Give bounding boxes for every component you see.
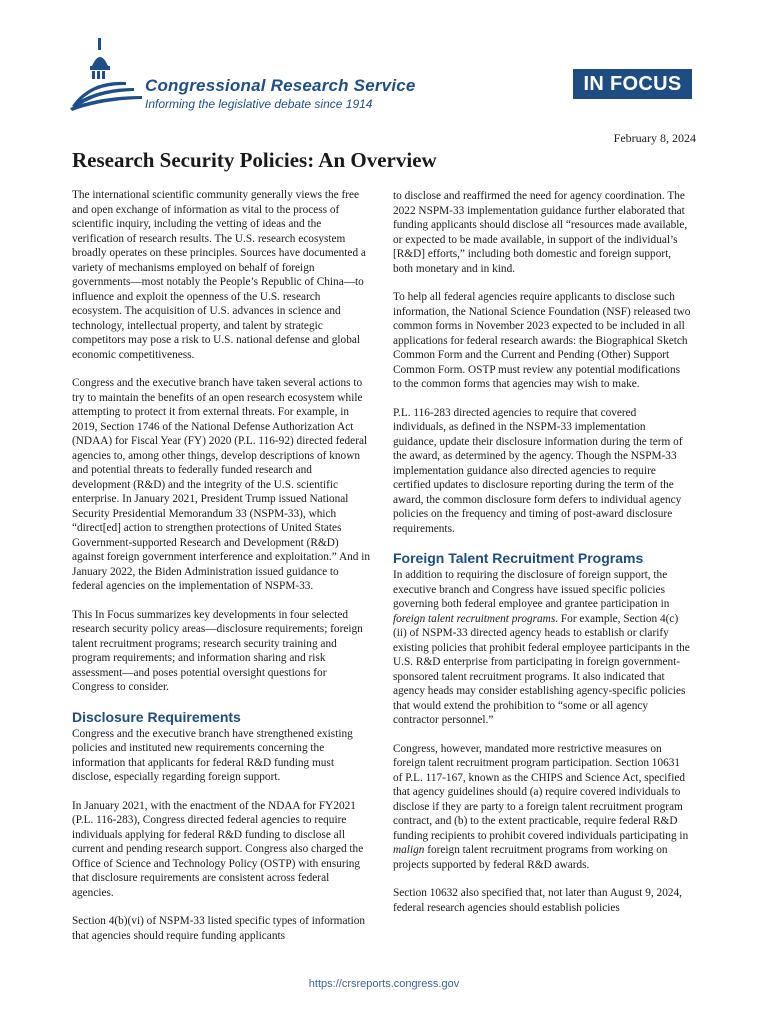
- publication-date: February 8, 2024: [613, 131, 696, 145]
- crs-logo: [70, 36, 416, 112]
- capitol-dome-icon: [70, 36, 142, 112]
- left-column: [72, 188, 370, 957]
- right-column: [393, 189, 691, 929]
- paragraph: to disclose and reaffirmed the need for agency coordination. The 2022 NSPM-33 implementation guidance further elaborated that funding applicants should disclose all “resources made available, or expected to be made available, in support of the individual’s [R&D] efforts,” including both domestic and foreign support, both monetary and in kind.: [393, 190, 688, 275]
- paragraph: [393, 742, 691, 873]
- text-run: Congress, however, mandated more restrictive measures on foreign talent recruitment program participation. Section 10631 of P.L. 117-167, known as the CHIPS and Science Act, specified that agency guidelines should (a) require covered individuals to disclose if they are party to a foreign talent recruitment program contract, and (b) to the extent practicable, require federal R&D funding recipients to prohibit covered individuals participating in: [393, 742, 689, 842]
- page-title: Research Security Policies: An Overview: [72, 148, 437, 172]
- org-name: Congressional Research Service: [145, 76, 416, 95]
- paragraph: In January 2021, with the enactment of the NDAA for FY2021 (P.L. 116-283), Congress directed federal agencies to require individuals applying for federal R&D funding to disclose all current and pending research support. Congress also charged the Office of Science and Technology Policy (OSTP) with ensuring that disclosure requirements are consistent across federal agencies.: [72, 799, 364, 899]
- in-focus-badge: IN FOCUS: [573, 69, 692, 99]
- paragraph: The international scientific community generally views the free and open exchange of information as vital to the process of scientific inquiry, including the vetting of ideas and the verification of research results. The U.S. research ecosystem broadly operates on these principles. Sources have documented a variety of mechanisms employed on behalf of foreign governments—most notably the People’s Republic of China—to influence and exploit the openness of the U.S. research ecosystem. The acquisition of U.S. advances in science and technology, intellectual property, and talent by strategic competitors may pose a risk to U.S. national defense and global economic competitiveness.: [72, 189, 366, 361]
- paragraph: To help all federal agencies require applicants to disclose such information, the National Science Foundation (NSF) released two common forms in November 2023 expected to be included in all applications for federal research awards: the Biographical Sketch Common Form and the Current and Pending (Other) Support Common Form. OSTP must review any potential modifications to the common forms that agencies may wish to make.: [393, 291, 691, 390]
- section-heading-foreign-talent: Foreign Talent Recruitment Programs: [393, 550, 644, 566]
- paragraph: P.L. 116-283 directed agencies to require that covered individuals, as defined in the NSPM-33 implementation guidance, update their disclosure information during the term of the award, as determined by the agency. Though the NSPM-33 implementation guidance also directed agencies to require certified updates to disclosure reporting during the term of the award, the common disclosure form defers to individual agency policies on the frequency and timing of post-award disclosure requirements.: [393, 406, 683, 535]
- text-run: In addition to requiring the disclosure of foreign support, the executive branch and Congress have issued specific policies governing both federal employee and grantee participation in: [393, 569, 670, 610]
- paragraph: [393, 568, 691, 728]
- paragraph: This In Focus summarizes key developments in four selected research security policy areas—disclosure requirements; foreign talent recruitment programs; research security training and program requirements; and information sharing and risk assessment—and poses potential oversight questions for Congress to consider.: [72, 608, 363, 693]
- paragraph: Section 4(b)(vi) of NSPM-33 listed specific types of information that agencies should require funding applicants: [72, 915, 366, 942]
- text-run: . For example, Section 4(c)(ii) of NSPM-33 directed agency heads to establish or clarify existing policies that prohibit federal employee participants in the U.S. R&D enterprise from participating in foreign government-sponsored talent recruitment programs. It also indicated that agency heads may consider establishing agency-specific policies that would extend the prohibition to “some or all agency contractor personnel.”: [393, 612, 690, 726]
- text-run: foreign talent recruitment programs from working on projects supported by federal R&D awards.: [393, 844, 668, 871]
- footer-url[interactable]: https://crsreports.congress.gov: [308, 978, 460, 990]
- org-tagline: Informing the legislative debate since 1914: [145, 97, 373, 111]
- emphasis: malign: [393, 844, 425, 856]
- paragraph: Section 10632 also specified that, not later than August 9, 2024, federal research agencies should establish policies: [393, 887, 682, 914]
- emphasis: foreign talent recruitment programs: [393, 612, 556, 625]
- section-heading-disclosure: Disclosure Requirements: [72, 708, 241, 725]
- paragraph: Congress and the executive branch have taken several actions to try to maintain the benefits of an open research ecosystem while attempting to protect it from external threats. For example, in 2019, Section 1746 of the National Defense Authorization Act (NDAA) for Fiscal Year (FY) 2020 (P.L. 116-92) directed federal agencies to, among other things, develop descriptions of known and potential threats to federally funded research and development (R&D) and the integrity of the U.S. scientific enterprise. In January 2021, President Trump issued National Security Presidential Memorandum 33 (NSPM-33), which “direct[ed] action to strengthen protections of United States Government-supported Research and Development (R&D) against foreign government interference and exploitation.” And in January 2022, the Biden Administration issued guidance to federal agencies on the implementation of NSPM-33.: [72, 377, 371, 592]
- paragraph: Congress and the executive branch have strengthened existing policies and instituted new requirements concerning the information that applicants for federal R&D funding must disclose, especially regarding foreign support.: [72, 727, 353, 783]
